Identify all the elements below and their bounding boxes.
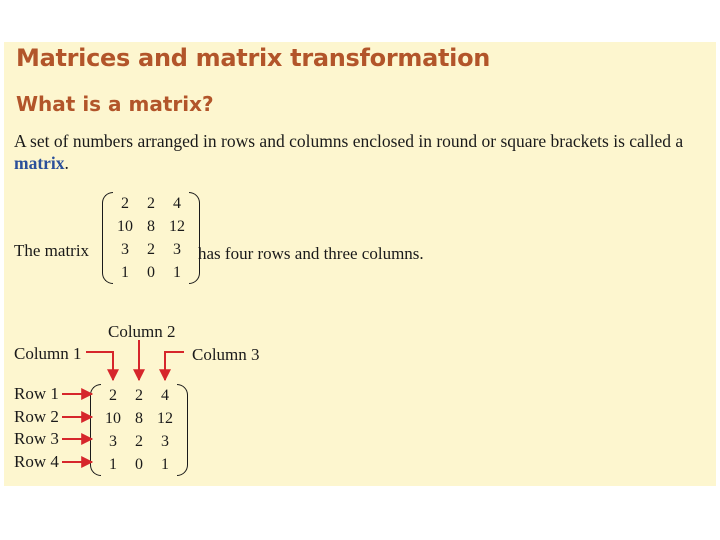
matrix-cell: 1 [161, 456, 169, 473]
column-2-label: Column 2 [108, 322, 176, 341]
definition-period: . [64, 153, 69, 173]
matrix-cell: 0 [135, 456, 143, 473]
matrix-cell: 12 [169, 218, 185, 235]
matrix-cell: 3 [173, 241, 181, 258]
matrix-cell: 3 [121, 241, 129, 258]
example-trail-text: has four rows and three columns. [198, 244, 424, 263]
matrix-cell: 4 [161, 387, 169, 404]
page-title: Matrices and matrix transformation [16, 44, 491, 72]
matrix-cell: 3 [161, 433, 169, 450]
matrix-cell: 1 [109, 456, 117, 473]
matrix-cell: 2 [147, 195, 155, 212]
matrix-cell: 1 [173, 264, 181, 281]
definition-text: A set of numbers arranged in rows and columns enclosed in round or square brackets is called a [14, 131, 684, 151]
matrix-cell: 2 [147, 241, 155, 258]
matrix-cell: 1 [121, 264, 129, 281]
section-heading: What is a matrix? [16, 92, 214, 116]
matrix-cell: 2 [135, 433, 143, 450]
matrix-cell: 8 [135, 410, 143, 427]
matrix-cell: 4 [173, 195, 181, 212]
matrix-cell: 8 [147, 218, 155, 235]
column-1-label: Column 1 [14, 344, 82, 363]
row-1-label: Row 1 [14, 384, 59, 403]
matrix-cell: 0 [147, 264, 155, 281]
textbook-page [4, 42, 716, 486]
matrix-cell: 3 [109, 433, 117, 450]
matrix-cell: 2 [135, 387, 143, 404]
row-4-label: Row 4 [14, 452, 59, 471]
matrix-cell: 10 [105, 410, 121, 427]
example-lead-text: The matrix [14, 241, 90, 260]
labelled-matrix [90, 384, 188, 476]
matrix-cell: 2 [109, 387, 117, 404]
row-3-label: Row 3 [14, 429, 59, 448]
column-3-label: Column 3 [192, 345, 260, 364]
matrix-term: matrix [14, 153, 65, 173]
column-1-arrow [86, 352, 113, 380]
matrix-cell: 12 [157, 410, 173, 427]
example-matrix [102, 192, 200, 284]
column-3-arrow [165, 352, 184, 380]
matrix-cell: 2 [121, 195, 129, 212]
definition-paragraph [14, 130, 709, 174]
matrix-cell: 10 [117, 218, 133, 235]
row-2-label: Row 2 [14, 407, 59, 426]
